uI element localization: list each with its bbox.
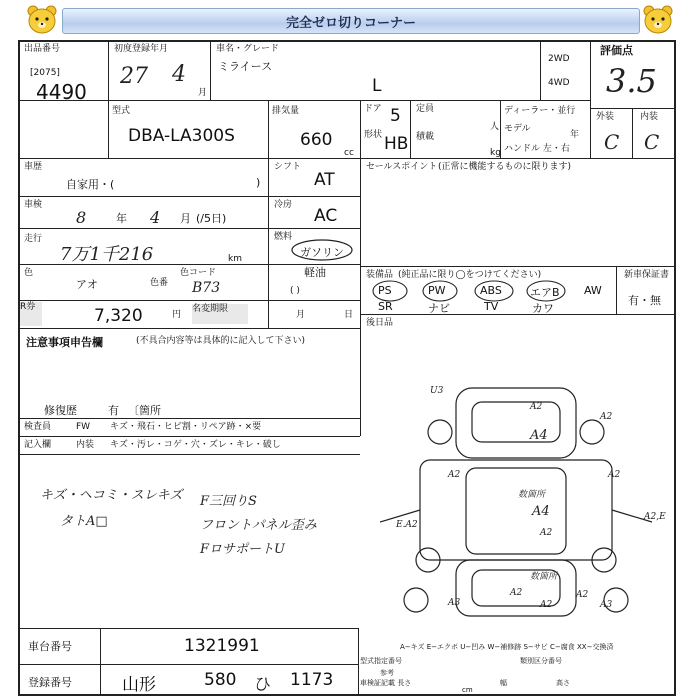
equip-pw: PW (428, 284, 446, 297)
car-label: 車名・グレード (216, 44, 280, 54)
damage-mark: U3 (430, 386, 444, 396)
equip-tv: TV (484, 300, 499, 313)
plate-number: 1173 (290, 670, 334, 690)
bear-mascot-icon (24, 4, 60, 36)
chassis-number: 1321991 (184, 636, 260, 656)
equipment-label: 装備品 (366, 270, 394, 280)
mileage-label: 走行 (24, 234, 43, 244)
fw-label: FW (76, 422, 91, 432)
colorcode-label: 色コード (180, 268, 217, 278)
rcert-unit: 円 (172, 310, 182, 320)
rcert-label: R券 (20, 302, 42, 326)
warranty-label: 新車保証書 (624, 270, 670, 280)
equip-leather: カワ (532, 302, 554, 315)
damage-mark: A2 (600, 412, 613, 422)
plate-prefecture: 山形 (122, 675, 156, 695)
score-value: 3.5 (606, 62, 657, 100)
shape-label: 形状 (364, 130, 383, 140)
fuel-gas: ガソリン (300, 246, 344, 259)
car-grade: L (372, 76, 382, 96)
height-label: 高さ (556, 679, 570, 687)
tax-label: 名変期限 (192, 304, 248, 324)
inspection-month-unit: 月 (180, 212, 191, 225)
equip-sr: SR (378, 300, 393, 313)
equip-aw: AW (584, 284, 602, 297)
equipment-sub: (純正品に限り◯をつけてください) (398, 270, 542, 280)
color-code-label: 色番 (150, 278, 169, 288)
damage-mark: A3 (600, 600, 613, 610)
mileage-unit: km (228, 254, 242, 264)
width-label: 幅 (500, 679, 507, 687)
mileage-value: 7万1千216 (60, 244, 154, 265)
damage-mark: A2 (448, 470, 461, 480)
handle-label: ハンドル 左・右 (504, 144, 570, 154)
capacity-label: 定員 (416, 104, 435, 114)
registration-month-unit: 月 (198, 88, 208, 98)
inspector-label: 検査員 (24, 422, 52, 432)
equipment-circles-icon (370, 278, 610, 304)
handwritten-note: タトA□ (60, 514, 108, 529)
fuel-diesel: 軽油 (304, 266, 326, 279)
plate-label: 登録番号 (28, 676, 72, 689)
ref-label: 参考 (380, 669, 394, 677)
history-value: 自家用・( (66, 178, 115, 191)
lot-number: 4490 (36, 80, 87, 104)
equip-airbag: エアB (530, 286, 560, 299)
inspection-month: 4 (150, 208, 161, 227)
rcert-value: 7,320 (94, 306, 143, 326)
registration-year: 27 (120, 64, 148, 89)
displacement-value: 660 (300, 130, 333, 150)
damage-mark: A3 (448, 598, 461, 608)
damage-mark: A2 (608, 470, 621, 480)
tax-day: 日 (344, 310, 354, 320)
plate-class: 580 (204, 670, 237, 690)
damage-mark: A4 (532, 504, 550, 519)
sales-sub: (正常に機能するものに限ります) (438, 162, 572, 172)
rear-items-label: 後日品 (366, 318, 394, 328)
model-year-unit: 年 (570, 130, 580, 140)
door-label: ドア (364, 104, 382, 114)
inspection-year-unit: 年 (116, 212, 127, 225)
drive-2wd: 2WD (548, 54, 570, 64)
model-label: 型式 (112, 106, 131, 116)
registration-month: 4 (172, 62, 186, 87)
header-title: 完全ゼロ切りコーナー (62, 8, 640, 34)
lot-sub: [2075] (30, 68, 60, 78)
door-value: 5 (390, 106, 401, 126)
inspection-day: (/5日) (196, 212, 227, 225)
shift-value: AT (314, 170, 335, 190)
exterior-label: 外装 (596, 112, 615, 122)
handwritten-note: フロントパネル歪み (200, 518, 317, 533)
ac-label: 冷房 (274, 200, 293, 210)
interior-check-label: 内装 (76, 440, 95, 450)
damage-mark: A2 (510, 588, 523, 598)
model-value: DBA-LA300S (128, 126, 235, 146)
interior-grade: C (644, 130, 660, 154)
repair-place: 〔箇所 (128, 404, 161, 417)
exterior-grade: C (604, 130, 620, 154)
history-close: ) (256, 176, 261, 189)
repair-label: 修復歴 (44, 404, 77, 417)
equip-abs: ABS (480, 284, 502, 297)
notes-label: 注意事項申告欄 (26, 336, 103, 349)
displacement-unit: cc (344, 148, 354, 158)
dealer-label: ディーラー・並行 (504, 106, 576, 116)
damage-mark: A2 (576, 590, 589, 600)
interior-label: 内装 (640, 112, 659, 122)
chassis-label: 車台番号 (28, 640, 72, 653)
displacement-label: 排気量 (272, 106, 300, 116)
sales-label: セールスポイント (366, 162, 438, 172)
warranty-value: 有・無 (628, 294, 661, 307)
capacity-unit: 人 (490, 122, 500, 132)
load-label: 積載 (416, 132, 435, 142)
header (0, 0, 700, 40)
color-code-value: B73 (192, 280, 221, 296)
inspection-label: 車検 (24, 200, 43, 210)
equip-ps: PS (378, 284, 392, 297)
score-label: 評価点 (600, 44, 633, 57)
shape-value: HB (384, 134, 409, 154)
damage-mark: A2,E (644, 512, 666, 522)
cert-label: 型式指定番号 (360, 657, 402, 665)
inspection-year: 8 (76, 208, 87, 227)
damage-mark: A2 (540, 528, 553, 538)
plate-kana: ひ (254, 675, 271, 695)
cm-label: cm (462, 686, 473, 694)
bear-mascot-icon (640, 4, 676, 36)
handwritten-note: F三回りS (200, 494, 257, 509)
model-year-label: モデル (504, 124, 531, 134)
damage-mark: A2 (530, 402, 543, 412)
category-label: 類別区分番号 (520, 657, 562, 665)
interior-check: キズ・汚レ・コゲ・穴・ズレ・キレ・破し (110, 440, 281, 450)
equip-navi: ナビ (428, 302, 450, 315)
entry-label: 記入欄 (24, 440, 52, 450)
load-unit: kg (490, 148, 501, 158)
damage-note: 数箇所 (530, 572, 558, 582)
handwritten-note: キズ・ヘコミ・スレキズ (40, 488, 183, 503)
fuel-circle-icon (290, 238, 354, 262)
damage-mark: E.A2 (396, 520, 418, 530)
handwritten-note: FロサポートU (200, 542, 285, 557)
shift-label: シフト (274, 162, 302, 172)
fuel-other: ( ) (290, 286, 300, 296)
drive-4wd: 4WD (548, 78, 570, 88)
damage-mark: A2 (540, 600, 553, 610)
registration-label: 初度登録年月 (114, 44, 169, 54)
car-name: ミライース (218, 60, 273, 73)
damage-mark: A4 (530, 428, 548, 443)
tax-month: 月 (296, 310, 306, 320)
color-label: 色 (24, 268, 34, 278)
repair-value: 有 (108, 404, 119, 417)
ac-value: AC (314, 206, 338, 226)
damage-legend: A−キズ E−エクボ U−凹み W−補修跡 S−サビ C−腐食 XX−交換済 (400, 643, 614, 651)
color-value: アオ (76, 278, 98, 291)
damage-note: 数箇所 (518, 490, 546, 500)
lot-label: 出品番号 (24, 44, 61, 54)
fuel-label: 燃料 (274, 232, 293, 242)
notes-sub: (不具合内容等は具体的に記入して下さい) (136, 336, 306, 346)
exterior-check: キズ・飛石・ヒビ割・リペア跡・×要 (110, 422, 262, 432)
history-label: 車歴 (24, 162, 43, 172)
dimensions-label: 車検証記載 長さ (360, 679, 412, 687)
